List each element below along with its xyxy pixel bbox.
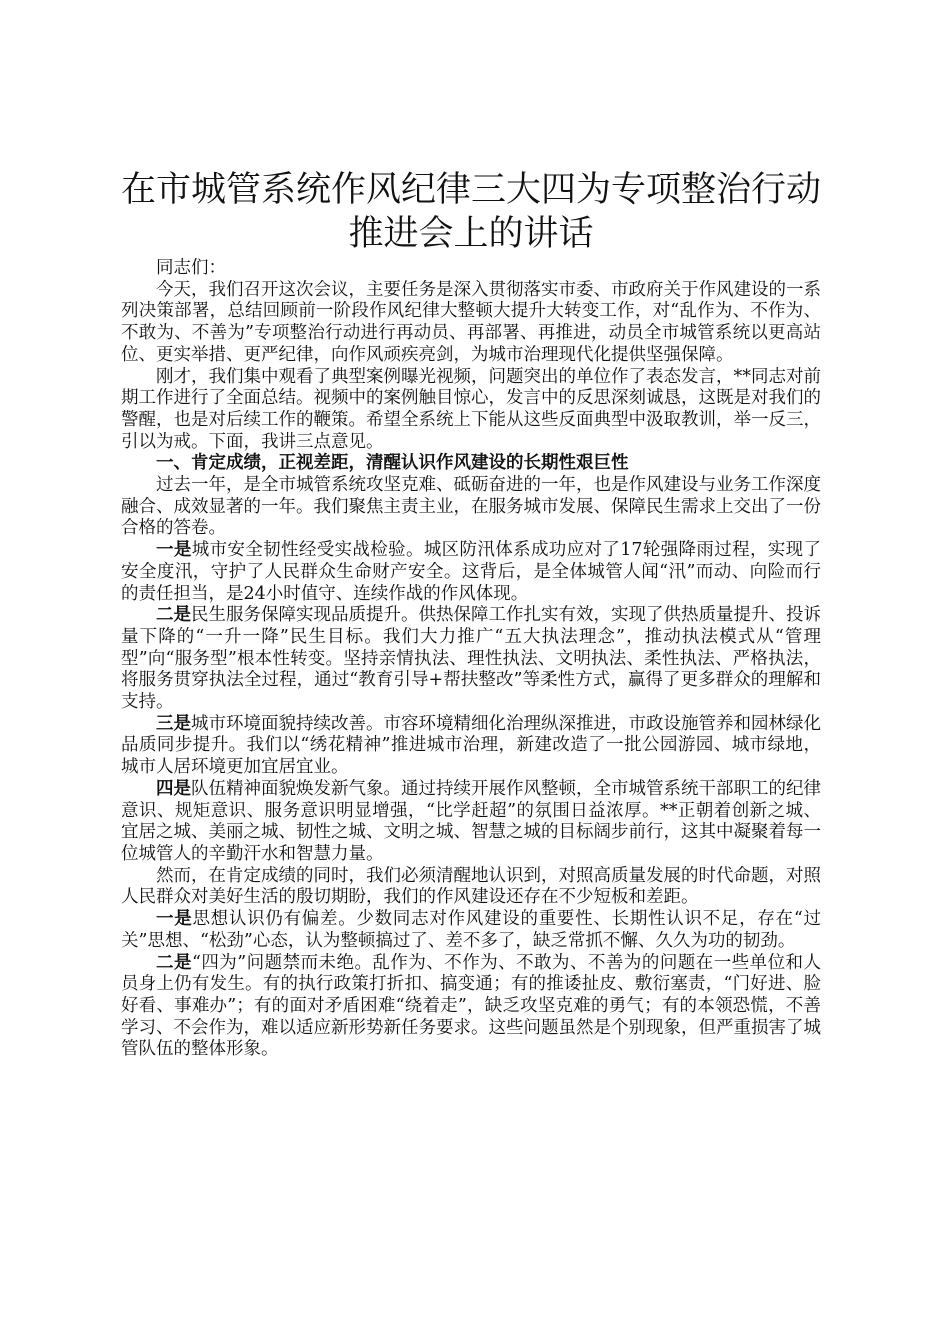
paragraph-lead: 二是 <box>156 952 192 973</box>
paragraph-lead: 一是 <box>156 540 192 561</box>
paragraph <box>121 605 821 714</box>
paragraph <box>121 280 821 367</box>
paragraph <box>121 779 821 866</box>
paragraph-lead: 三是 <box>156 713 191 734</box>
paragraph-text: “四为”问题禁而未绝。乱作为、不作为、不敢为、不善为的问题在一些单位和人员身上仍有发生。有的执行政策打折扣、搞变通；有的推诿扯皮、敷衍塞责，“门好进、脸好看、事难办”；有的面对矛盾困难“绕着走”，缺乏攻坚克难的勇气；有的本领恐慌，不善学习、不会作为，难以适应新形势新任务要求。这些问题虽然是个别现象，但严重损害了城管队伍的整体形象。 <box>121 952 822 1060</box>
paragraph <box>121 909 821 952</box>
paragraph-text: 队伍精神面貌焕发新气象。通过持续开展作风整顿，全市城管系统干部职工的纪律意识、规矩意识、服务意识明显增强，“比学赶超”的氛围日益浓厚。**正朝着创新之城、宜居之城、美丽之城、韧性之城、文明之城、智慧之城的目标阔步前行，这其中凝聚着每一位城管人的辛勤汗水和智慧力量。 <box>121 778 821 864</box>
title-line-2: 推进会上的讲话 <box>348 214 594 254</box>
paragraph <box>121 953 821 1062</box>
paragraph-lead: 四是 <box>156 778 191 799</box>
section-heading: 一、肯定成绩，正视差距，清醒认识作风建设的长期性艰巨性 <box>156 453 629 474</box>
paragraph-text: 过去一年，是全市城管系统攻坚克难、砥砺奋进的一年，也是作风建设与业务工作深度融合、成效显著的一年。我们聚焦主责主业，在服务城市发展、保障民生需求上交出了一份合格的答卷。 <box>121 475 821 539</box>
paragraph-text: 思想认识仍有偏差。少数同志对作风建设的重要性、长期性认识不足，存在“过关”思想、“松劲”心态，认为整顿搞过了、差不多了，缺乏常抓不懈、久久为功的韧劲。 <box>121 909 821 951</box>
title-line-1: 在市城管系统作风纪律三大四为专项整治行动 <box>120 170 821 210</box>
paragraph-text: 然而，在肯定成绩的同时，我们必须清醒地认识到，对照高质量发展的时代命题，对照人民群众对美好生活的殷切期盼，我们的作风建设还存在不少短板和差距。 <box>121 865 821 908</box>
paragraph-text: 今天，我们召开这次会议，主要任务是深入贯彻落实市委、市政府关于作风建设的一系列决策部署，总结回顾前一阶段作风纪律大整顿大提升大转变工作，对“乱作为、不作为、不敢为、不善为”专项整治行动进行再动员、再部署、再推进，动员全市城管系统以更高站位、更实举措、更严纪律，向作风顽疾亮剑，为城市治理现代化提供坚强保障。 <box>121 279 821 365</box>
paragraph-text: 民生服务保障实现品质提升。供热保障工作扎实有效，实现了供热质量提升、投诉量下降的“一升一降”民生目标。我们大力推广“五大执法理念”，推动执法模式从“管理型”向“服务型”根本性转变。坚持亲情执法、理性执法、文明执法、柔性执法、严格执法，将服务贯穿执法全过程，通过“教育引导+帮扶整改”等柔性方式，赢得了更多群众的理解和支持。 <box>121 605 821 713</box>
paragraph-text: 城市安全韧性经受实战检验。城区防汛体系成功应对了17轮强降雨过程，实现了安全度汛，守护了人民群众生命财产安全。这背后，是全体城管人闻“汛”而动、向险而行的责任担当，是24小时值守、连续作战的作风体现。 <box>121 540 822 604</box>
paragraph <box>121 866 821 909</box>
paragraph <box>121 367 821 454</box>
paragraph-text: 城市环境面貌持续改善。市容环境精细化治理纵深推进，市政设施管养和园林绿化品质同步提升。我们以“绣花精神”推进城市治理，新建改造了一批公园游园、城市绿地，城市人居环境更加宜居宜业。 <box>121 713 821 778</box>
paragraph <box>121 475 821 540</box>
paragraph-lead: 一是 <box>156 909 193 930</box>
paragraph <box>121 540 821 605</box>
document-page <box>121 168 821 1061</box>
paragraph-lead: 二是 <box>156 605 191 626</box>
paragraph <box>121 714 821 779</box>
document-title <box>91 168 851 256</box>
salutation: 同志们： <box>156 258 226 278</box>
paragraph-text: 刚才，我们集中观看了典型案例曝光视频，问题突出的单位作了表态发言，**同志对前期工作进行了全面总结。视频中的案例触目惊心，发言中的反思深刻诚恳，这既是对我们的警醒，也是对后续工作的鞭策。希望全系统上下能从这些反面典型中汲取教训，举一反三，引以为戒。下面，我讲三点意见。 <box>121 366 821 452</box>
